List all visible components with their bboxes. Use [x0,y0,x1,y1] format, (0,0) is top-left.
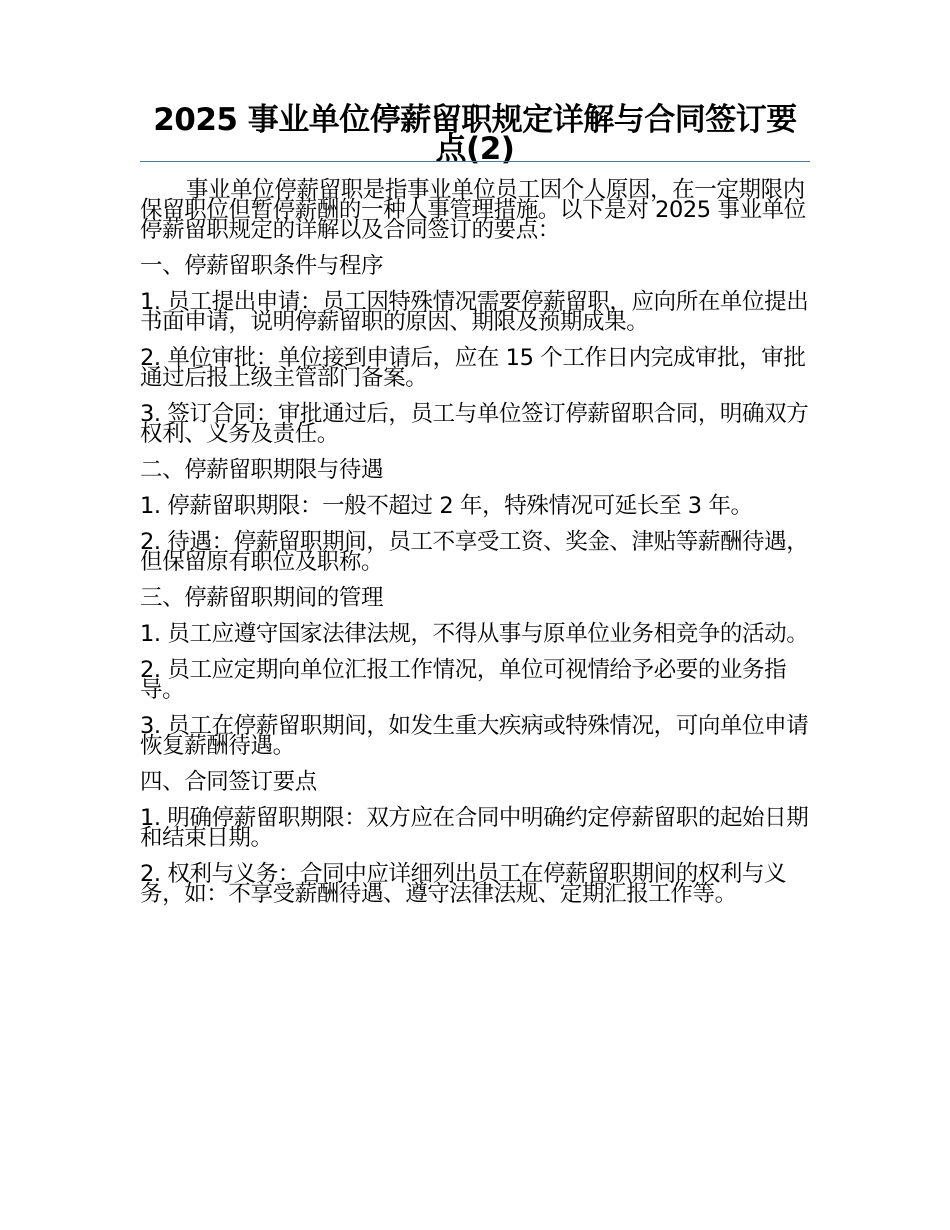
section-1 [140,253,812,447]
list-item: 1. 明确停薪留职期限：双方应在合同中明确约定停薪留职的起始日期和结束日期。 [140,805,809,851]
list-item: 2. 员工应定期向单位汇报工作情况，单位可视情给予必要的业务指导。 [140,657,787,703]
list-item: 1. 员工应遵守国家法律法规，不得从事与原单位业务相竞争的活动。 [140,621,809,647]
section-heading: 四、合同签订要点 [140,769,317,795]
list-item: 3. 员工在停薪留职期间，如发生重大疾病或特殊情况，可向单位申请恢复薪酬待遇。 [140,713,809,759]
section-heading: 三、停薪留职期间的管理 [140,585,384,611]
list-item: 2. 待遇：停薪留职期间，员工不享受工资、奖金、津贴等薪酬待遇，但保留原有职位及职称。 [140,529,809,575]
document-body [140,177,812,920]
list-item: 3. 签订合同：审批通过后，员工与单位签订停薪留职合同，明确双方权利、义务及责任。 [140,401,809,447]
list-item: 1. 员工提出申请：员工因特殊情况需要停薪留职，应向所在单位提出书面申请，说明停薪留职的原因、期限及预期成果。 [140,289,809,335]
document-title: 2025 事业单位停薪留职规定详解与合同签订要点(2) [153,102,797,167]
section-3 [140,585,812,759]
intro-paragraph: 事业单位停薪留职是指事业单位员工因个人原因，在一定期限内保留职位但暂停薪酬的一种人事管理措施。以下是对 2025 事业单位停薪留职规定的详解以及合同签订的要点： [140,177,806,243]
section-2 [140,457,812,575]
section-4 [140,769,812,907]
list-item: 2. 权利与义务：合同中应详细列出员工在停薪留职期间的权利与义务，如：不享受薪酬待遇、遵守法律法规、定期汇报工作等。 [140,861,787,907]
section-heading: 二、停薪留职期限与待遇 [140,457,384,483]
list-item: 2. 单位审批：单位接到申请后，应在 15 个工作日内完成审批，审批通过后报上级主管部门备案。 [140,345,806,391]
title-underline [140,161,810,162]
list-item: 1. 停薪留职期限：一般不超过 2 年，特殊情况可延长至 3 年。 [140,493,753,519]
section-heading: 一、停薪留职条件与程序 [140,253,384,279]
